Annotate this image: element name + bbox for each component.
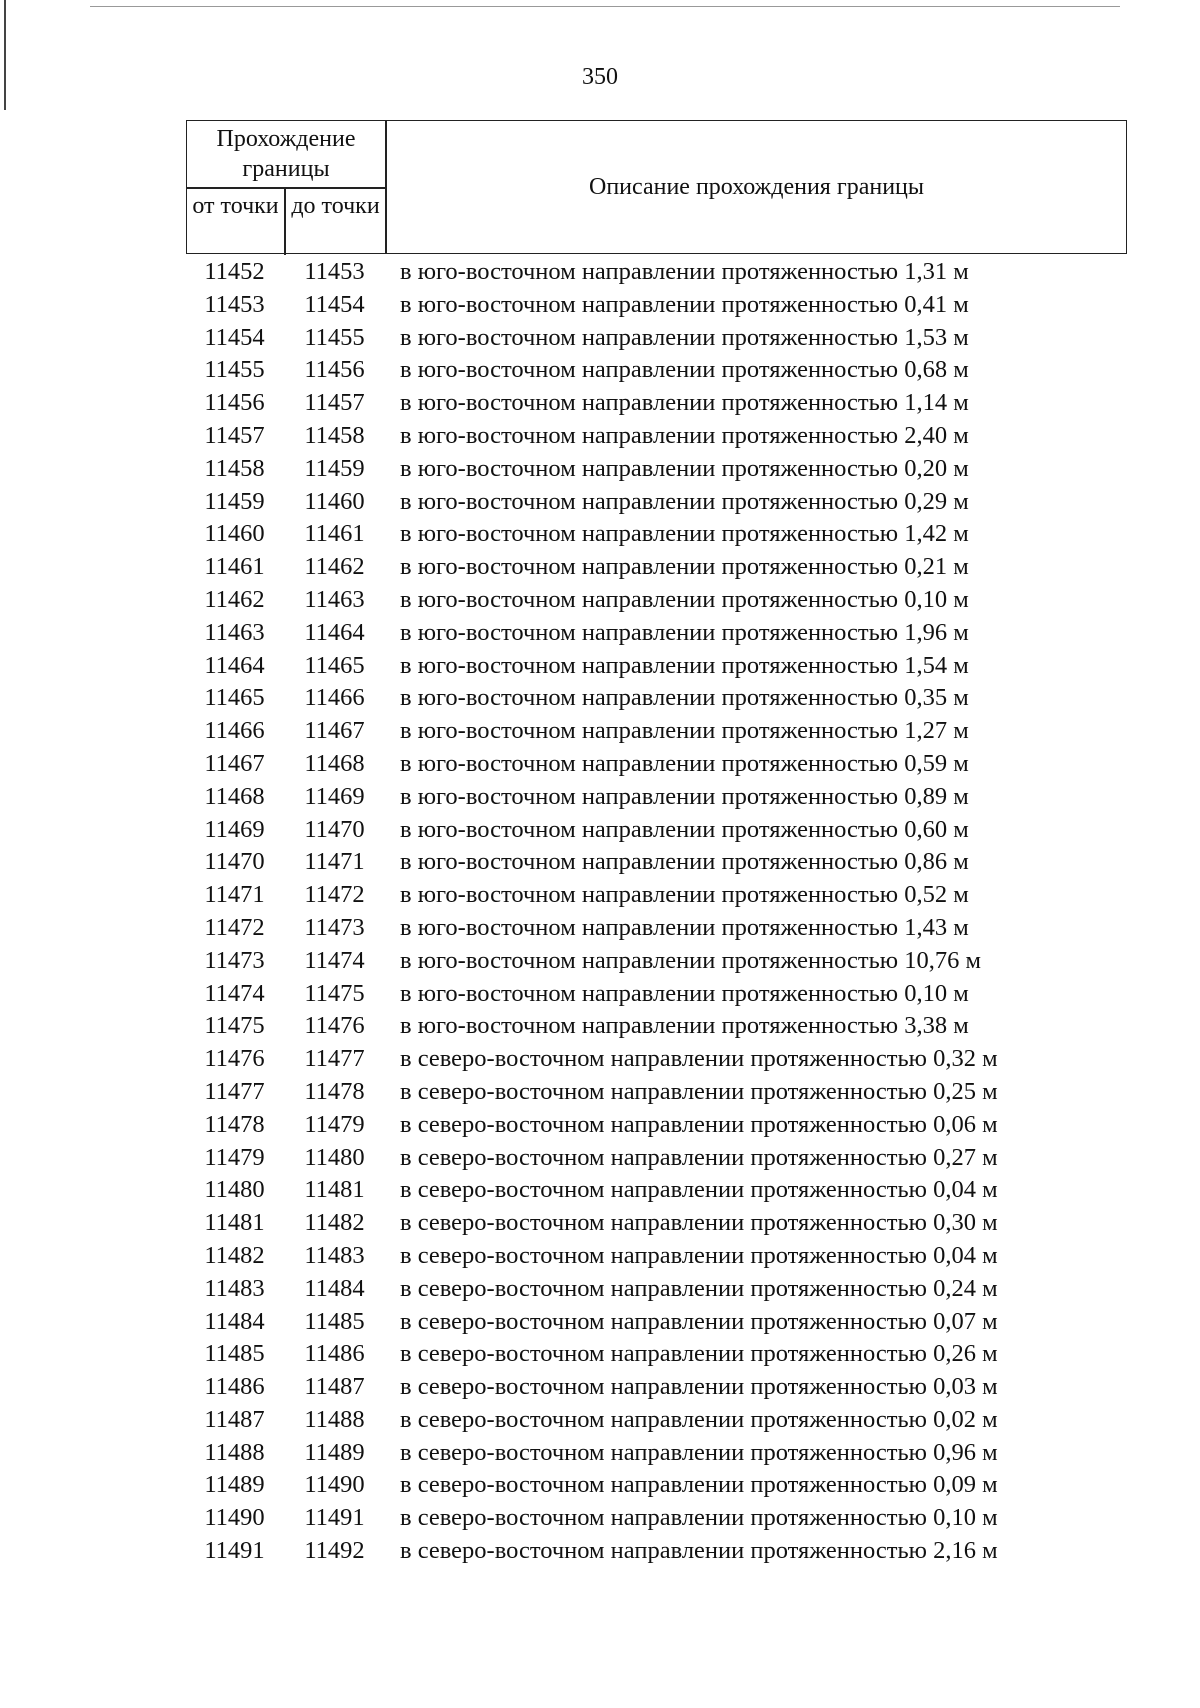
to-point-cell: 11462 [304, 553, 365, 581]
table-row [186, 1240, 1127, 1273]
table-row [186, 912, 1127, 945]
description-cell: в юго-восточном направлении протяженностью 0,35 м [400, 684, 969, 712]
from-point-cell: 11486 [204, 1373, 265, 1401]
to-point-cell: 11470 [304, 815, 365, 843]
to-point-cell: 11463 [304, 585, 365, 613]
to-point-cell: 11482 [304, 1209, 365, 1237]
to-point-cell: 11491 [304, 1504, 365, 1532]
to-point-cell: 11461 [304, 520, 365, 548]
description-cell: в северо-восточном направлении протяженностью 0,04 м [400, 1176, 998, 1204]
to-point-cell: 11478 [304, 1077, 365, 1105]
from-point-cell: 11483 [204, 1274, 265, 1302]
table-row [186, 1371, 1127, 1404]
from-point-cell: 11491 [204, 1537, 265, 1565]
from-point-cell: 11490 [204, 1504, 265, 1532]
from-point-cell: 11469 [204, 815, 265, 843]
from-point-cell: 11473 [204, 946, 265, 974]
description-cell: в северо-восточном направлении протяженностью 0,06 м [400, 1110, 998, 1138]
table-row [186, 1207, 1127, 1240]
table-row [186, 945, 1127, 978]
from-point-cell: 11461 [204, 553, 265, 581]
to-point-cell: 11456 [304, 356, 365, 384]
table-row [186, 322, 1127, 355]
table-row [186, 650, 1127, 683]
to-point-cell: 11453 [304, 258, 365, 285]
from-point-cell: 11465 [204, 684, 265, 712]
to-point-cell: 11471 [304, 848, 365, 876]
table-row [186, 518, 1127, 551]
to-point-cell: 11477 [304, 1045, 365, 1073]
table-row [186, 1306, 1127, 1339]
header-to-point: до точки [291, 193, 380, 219]
description-cell: в юго-восточном направлении протяженностью 1,27 м [400, 717, 969, 745]
from-point-cell: 11472 [204, 913, 265, 941]
table-row [186, 453, 1127, 486]
to-point-cell: 11473 [304, 913, 365, 941]
from-point-cell: 11474 [204, 979, 265, 1007]
to-point-cell: 11459 [304, 454, 365, 482]
table-row [186, 1142, 1127, 1175]
header-group-label: Прохождение границы [216, 126, 356, 182]
description-cell: в юго-восточном направлении протяженностью 1,53 м [400, 323, 969, 351]
description-cell: в юго-восточном направлении протяженностью 1,31 м [400, 258, 969, 285]
description-cell: в северо-восточном направлении протяженностью 0,32 м [400, 1045, 998, 1073]
to-point-cell: 11476 [304, 1012, 365, 1040]
to-point-cell: 11490 [304, 1471, 365, 1499]
to-point-cell: 11457 [304, 389, 365, 417]
scan-edge-top [90, 6, 1120, 7]
table-body [186, 256, 1127, 1568]
from-point-cell: 11485 [204, 1340, 265, 1368]
description-cell: в северо-восточном направлении протяженностью 0,26 м [400, 1340, 998, 1368]
from-point-cell: 11468 [204, 782, 265, 810]
from-point-cell: 11454 [204, 323, 265, 351]
description-cell: в северо-восточном направлении протяженностью 2,16 м [400, 1537, 998, 1565]
page-number: 350 [582, 64, 618, 90]
description-cell: в северо-восточном направлении протяженностью 0,09 м [400, 1471, 998, 1499]
from-point-cell: 11459 [204, 487, 265, 515]
description-cell: в юго-восточном направлении протяженностью 3,38 м [400, 1012, 969, 1040]
from-point-cell: 11462 [204, 585, 265, 613]
description-cell: в юго-восточном направлении протяженностью 1,14 м [400, 389, 969, 417]
to-point-cell: 11455 [304, 323, 365, 351]
scan-edge-left [4, 0, 6, 110]
to-point-cell: 11479 [304, 1110, 365, 1138]
table-row [186, 1469, 1127, 1502]
to-point-cell: 11474 [304, 946, 365, 974]
from-point-cell: 11460 [204, 520, 265, 548]
table-row [186, 1535, 1127, 1568]
to-point-cell: 11466 [304, 684, 365, 712]
table-row [186, 256, 1127, 289]
to-point-cell: 11454 [304, 290, 365, 318]
to-point-cell: 11492 [304, 1537, 365, 1565]
to-point-cell: 11483 [304, 1241, 365, 1269]
from-point-cell: 11452 [204, 258, 265, 285]
from-point-cell: 11470 [204, 848, 265, 876]
description-cell: в юго-восточном направлении протяженностью 1,42 м [400, 520, 969, 548]
from-point-cell: 11471 [204, 881, 265, 909]
description-cell: в юго-восточном направлении протяженностью 0,29 м [400, 487, 969, 515]
table-row [186, 1273, 1127, 1306]
table-row [186, 781, 1127, 814]
table-row [186, 584, 1127, 617]
table-row [186, 715, 1127, 748]
table-row [186, 420, 1127, 453]
table-row [186, 486, 1127, 519]
to-point-cell: 11480 [304, 1143, 365, 1171]
from-point-cell: 11484 [204, 1307, 265, 1335]
from-point-cell: 11475 [204, 1012, 265, 1040]
table-row [186, 846, 1127, 879]
description-cell: в юго-восточном направлении протяженностью 0,60 м [400, 815, 969, 843]
from-point-cell: 11479 [204, 1143, 265, 1171]
to-point-cell: 11469 [304, 782, 365, 810]
description-cell: в юго-восточном направлении протяженностью 0,89 м [400, 782, 969, 810]
to-point-cell: 11487 [304, 1373, 365, 1401]
description-cell: в северо-восточном направлении протяженностью 0,03 м [400, 1373, 998, 1401]
from-point-cell: 11481 [204, 1209, 265, 1237]
to-point-cell: 11484 [304, 1274, 365, 1302]
table-row [186, 1043, 1127, 1076]
from-point-cell: 11456 [204, 389, 265, 417]
to-point-cell: 11467 [304, 717, 365, 745]
description-cell: в юго-восточном направлении протяженностью 1,96 м [400, 618, 969, 646]
table-row [186, 354, 1127, 387]
to-point-cell: 11481 [304, 1176, 365, 1204]
to-point-cell: 11460 [304, 487, 365, 515]
table-row [186, 1174, 1127, 1207]
table-row [186, 551, 1127, 584]
description-cell: в северо-восточном направлении протяженностью 0,10 м [400, 1504, 998, 1532]
table-row [186, 978, 1127, 1011]
table-header [186, 120, 1127, 254]
to-point-cell: 11488 [304, 1405, 365, 1433]
description-cell: в северо-восточном направлении протяженностью 0,25 м [400, 1077, 998, 1105]
description-cell: в юго-восточном направлении протяженностью 0,21 м [400, 553, 969, 581]
description-cell: в юго-восточном направлении протяженностью 0,20 м [400, 454, 969, 482]
description-cell: в северо-восточном направлении протяженностью 0,96 м [400, 1438, 998, 1466]
table-row [186, 879, 1127, 912]
from-point-cell: 11480 [204, 1176, 265, 1204]
table-row [186, 1502, 1127, 1535]
to-point-cell: 11464 [304, 618, 365, 646]
table-row [186, 1404, 1127, 1437]
description-cell: в юго-восточном направлении протяженностью 2,40 м [400, 421, 969, 449]
table-row [186, 1076, 1127, 1109]
table-row [186, 748, 1127, 781]
table-row [186, 1338, 1127, 1371]
to-point-cell: 11475 [304, 979, 365, 1007]
table-row [186, 1109, 1127, 1142]
description-cell: в юго-восточном направлении протяженностью 0,68 м [400, 356, 969, 384]
to-point-cell: 11489 [304, 1438, 365, 1466]
description-cell: в юго-восточном направлении протяженностью 1,43 м [400, 913, 969, 941]
table-row [186, 682, 1127, 715]
from-point-cell: 11488 [204, 1438, 265, 1466]
from-point-cell: 11464 [204, 651, 265, 679]
to-point-cell: 11465 [304, 651, 365, 679]
from-point-cell: 11455 [204, 356, 265, 384]
to-point-cell: 11485 [304, 1307, 365, 1335]
from-point-cell: 11487 [204, 1405, 265, 1433]
description-cell: в юго-восточном направлении протяженностью 0,10 м [400, 585, 969, 613]
description-cell: в юго-восточном направлении протяженностью 1,54 м [400, 651, 969, 679]
table-row [186, 1010, 1127, 1043]
description-cell: в северо-восточном направлении протяженностью 0,07 м [400, 1307, 998, 1335]
from-point-cell: 11453 [204, 290, 265, 318]
from-point-cell: 11463 [204, 618, 265, 646]
description-cell: в юго-восточном направлении протяженностью 0,52 м [400, 881, 969, 909]
description-cell: в северо-восточном направлении протяженностью 0,30 м [400, 1209, 998, 1237]
header-from-point: от точки [192, 193, 279, 219]
description-cell: в северо-восточном направлении протяженностью 0,02 м [400, 1405, 998, 1433]
from-point-cell: 11477 [204, 1077, 265, 1105]
description-cell: в северо-восточном направлении протяженностью 0,04 м [400, 1241, 998, 1269]
from-point-cell: 11482 [204, 1241, 265, 1269]
table-row [186, 814, 1127, 847]
description-cell: в юго-восточном направлении протяженностью 0,41 м [400, 290, 969, 318]
from-point-cell: 11489 [204, 1471, 265, 1499]
from-point-cell: 11478 [204, 1110, 265, 1138]
description-cell: в юго-восточном направлении протяженностью 10,76 м [400, 946, 981, 974]
from-point-cell: 11457 [204, 421, 265, 449]
to-point-cell: 11468 [304, 749, 365, 777]
description-cell: в юго-восточном направлении протяженностью 0,86 м [400, 848, 969, 876]
table-row [186, 1437, 1127, 1470]
from-point-cell: 11467 [204, 749, 265, 777]
description-cell: в юго-восточном направлении протяженностью 0,10 м [400, 979, 969, 1007]
header-description: Описание прохождения границы [588, 173, 924, 200]
to-point-cell: 11486 [304, 1340, 365, 1368]
description-cell: в юго-восточном направлении протяженностью 0,59 м [400, 749, 969, 777]
from-point-cell: 11466 [204, 717, 265, 745]
from-point-cell: 11476 [204, 1045, 265, 1073]
table-row [186, 617, 1127, 650]
table-row [186, 387, 1127, 420]
table-row [186, 289, 1127, 322]
to-point-cell: 11458 [304, 421, 365, 449]
from-point-cell: 11458 [204, 454, 265, 482]
to-point-cell: 11472 [304, 881, 365, 909]
description-cell: в северо-восточном направлении протяженностью 0,24 м [400, 1274, 998, 1302]
description-cell: в северо-восточном направлении протяженностью 0,27 м [400, 1143, 998, 1171]
